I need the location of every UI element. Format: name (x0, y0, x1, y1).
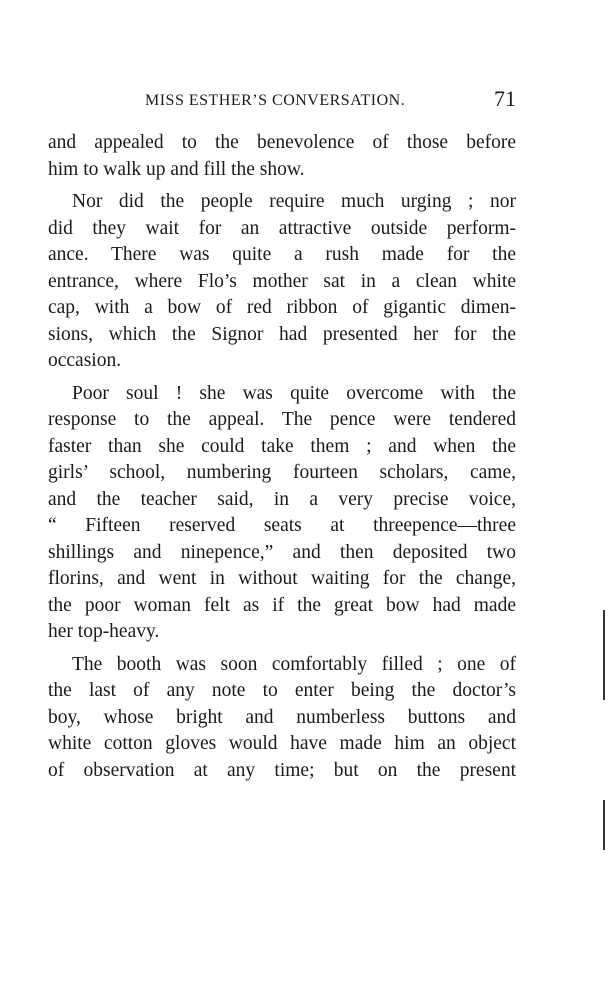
text-line: occasion. (48, 350, 122, 371)
text-line: Nor did the people require much urging ; nor (72, 191, 516, 212)
text-line: ance. There was quite a rush made for the (48, 244, 516, 265)
page-header (48, 86, 518, 118)
text-line: did they wait for an attractive outside perform- (48, 217, 516, 239)
text-line: faster than she could take them ; and when the (48, 435, 516, 457)
running-head: MISS ESTHER’S CONVERSATION. (145, 92, 406, 109)
text-line: him to walk up and fill the show. (48, 158, 305, 180)
page-number: 71 (494, 86, 516, 111)
text-line: and the teacher said, in a very precise voice, (48, 488, 516, 510)
text-line: cap, with a bow of red ribbon of gigantic dimen- (48, 297, 516, 318)
text-line: response to the appeal. The pence were tendered (48, 409, 516, 430)
text-line: and appealed to the benevolence of those before (48, 132, 516, 153)
text-line: the last of any note to enter being the doctor’s (48, 680, 516, 701)
text-line: of observation at any time; but on the present (48, 759, 516, 781)
text-line: shillings and ninepence,” and then deposited two (48, 541, 516, 563)
text-line: “ Fifteen reserved seats at threepence—three (48, 515, 516, 536)
body-text (48, 130, 516, 784)
text-line: The booth was soon comfortably filled ; one of (72, 653, 516, 675)
paragraph (48, 381, 516, 646)
text-line: boy, whose bright and numberless buttons and (48, 706, 516, 728)
text-line: florins, and went in without waiting for the change, (48, 568, 516, 589)
text-line: sions, which the Signor had presented her for the (48, 323, 516, 345)
text-line: girls’ school, numbering fourteen scholars, came, (48, 462, 516, 483)
scan-edge-mark (603, 610, 605, 700)
paragraph (48, 130, 516, 183)
text-line: her top-heavy. (48, 621, 160, 642)
scan-edge-mark (603, 800, 605, 850)
text-line: Poor soul ! she was quite overcome with the (72, 382, 516, 404)
paragraph (48, 652, 516, 785)
paragraph (48, 189, 516, 375)
text-line: entrance, where Flo’s mother sat in a clean white (48, 270, 516, 292)
text-line: the poor woman felt as if the great bow had made (48, 594, 516, 616)
text-line: white cotton gloves would have made him an object (48, 733, 516, 754)
